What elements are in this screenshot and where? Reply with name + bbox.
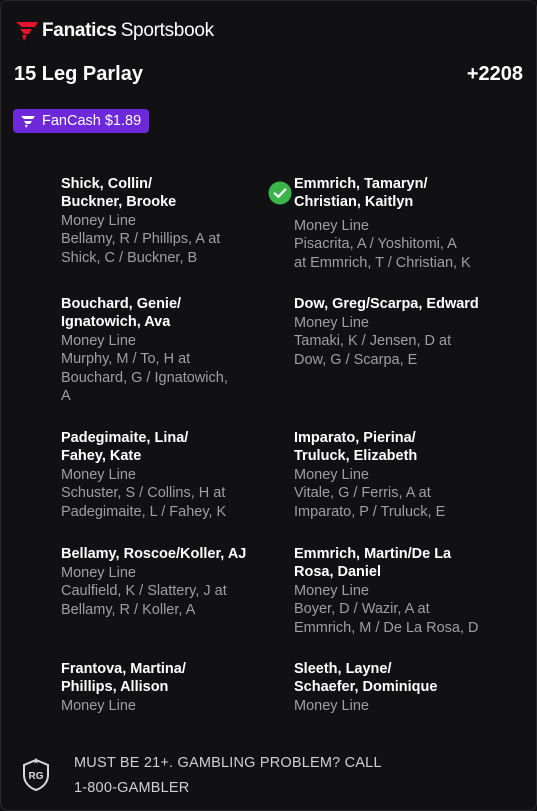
parlay-leg <box>61 429 226 521</box>
leg-matchup-cont: Emmrich, M / De La Rosa, D <box>294 619 479 636</box>
leg-market: Money Line <box>61 333 136 349</box>
parlay-leg <box>61 545 246 619</box>
leg-market: Money Line <box>294 698 369 714</box>
leg-selection-cont: Ignatowich, Ava <box>61 314 171 330</box>
leg-selection-cont: Buckner, Brooke <box>61 194 177 210</box>
parlay-leg <box>294 295 479 369</box>
responsible-gaming-footer <box>1 741 537 811</box>
leg-matchup: Bellamy, R / Phillips, A at <box>61 231 221 247</box>
leg-market: Money Line <box>61 467 136 483</box>
leg-matchup: Murphy, M / To, H at <box>61 351 191 367</box>
parlay-leg <box>294 175 471 272</box>
bet-title: 15 Leg Parlay <box>14 63 143 85</box>
leg-matchup: Vitale, G / Ferris, A at <box>294 485 431 501</box>
parlay-leg <box>61 295 228 406</box>
parlay-leg <box>294 545 479 637</box>
fancash-badge <box>13 109 149 133</box>
leg-selection-cont: Truluck, Elizabeth <box>294 448 418 464</box>
rg-line-2: 1-800-GAMBLER <box>74 780 190 796</box>
leg-selection: Shick, Collin/ <box>61 176 153 192</box>
leg-matchup: Pisacrita, A / Yoshitomi, A <box>294 236 457 252</box>
leg-matchup: Schuster, S / Collins, H at <box>61 485 226 501</box>
leg-market: Money Line <box>61 565 136 581</box>
brand-name: Fanatics <box>42 20 117 41</box>
leg-matchup-cont: A <box>61 388 71 404</box>
parlay-leg <box>61 660 186 715</box>
leg-selection: Bouchard, Genie/ <box>61 296 182 312</box>
leg-selection-cont: Schaefer, Dominique <box>294 679 438 695</box>
leg-selection: Imparato, Pierina/ <box>294 430 416 446</box>
leg-matchup-cont: Dow, G / Scarpa, E <box>294 351 418 368</box>
rg-line-1: MUST BE 21+. GAMBLING PROBLEM? CALL <box>74 755 382 771</box>
leg-market: Money Line <box>294 583 369 599</box>
leg-market: Money Line <box>294 218 369 234</box>
leg-matchup: Tamaki, K / Jensen, D at <box>294 333 452 349</box>
rg-badge-text: RG <box>28 771 44 782</box>
leg-market: Money Line <box>294 467 369 483</box>
leg-market: Money Line <box>294 315 369 331</box>
leg-selection: Emmrich, Tamaryn/ <box>294 176 428 192</box>
brand-header <box>14 19 214 43</box>
leg-selection-cont: Christian, Kaitlyn <box>294 194 414 210</box>
leg-matchup-cont: Padegimaite, L / Fahey, K <box>61 503 227 520</box>
leg-selection-cont: Fahey, Kate <box>61 448 142 464</box>
leg-matchup-cont: at Emmrich, T / Christian, K <box>294 254 471 271</box>
check-circle-icon <box>268 181 292 205</box>
leg-market: Money Line <box>61 698 136 714</box>
leg-matchup-cont: Bouchard, G / Ignatowich, <box>61 369 228 386</box>
fancash-label: FanCash $1.89 <box>42 113 142 129</box>
fanatics-logo-icon <box>14 19 40 43</box>
leg-matchup-cont: Bellamy, R / Koller, A <box>61 601 196 618</box>
brand-subtitle: Sportsbook <box>120 20 214 41</box>
parlay-leg <box>294 660 437 715</box>
leg-selection: Padegimaite, Lina/ <box>61 430 189 446</box>
bet-odds: +2208 <box>466 63 523 85</box>
leg-selection: Frantova, Martina/ <box>61 661 186 677</box>
leg-selection: Dow, Greg/Scarpa, Edward <box>294 296 479 312</box>
responsible-gaming-text <box>74 751 382 801</box>
leg-selection: Bellamy, Roscoe/Koller, AJ <box>61 546 247 562</box>
leg-selection: Sleeth, Layne/ <box>294 661 392 677</box>
leg-matchup-cont: Imparato, P / Truluck, E <box>294 503 446 520</box>
leg-matchup: Caulfield, K / Slattery, J at <box>61 583 227 599</box>
fanatics-flag-icon <box>20 114 36 128</box>
leg-matchup-cont: Shick, C / Buckner, B <box>61 249 198 266</box>
parlay-leg <box>61 175 220 267</box>
leg-selection-cont: Rosa, Daniel <box>294 564 382 580</box>
leg-selection: Emmrich, Martin/De La <box>294 546 452 562</box>
leg-market: Money Line <box>61 213 136 229</box>
leg-matchup: Boyer, D / Wazir, A at <box>294 601 430 617</box>
rg-shield-icon <box>21 758 51 792</box>
leg-selection-cont: Phillips, Allison <box>61 679 169 695</box>
parlay-leg <box>294 429 445 521</box>
